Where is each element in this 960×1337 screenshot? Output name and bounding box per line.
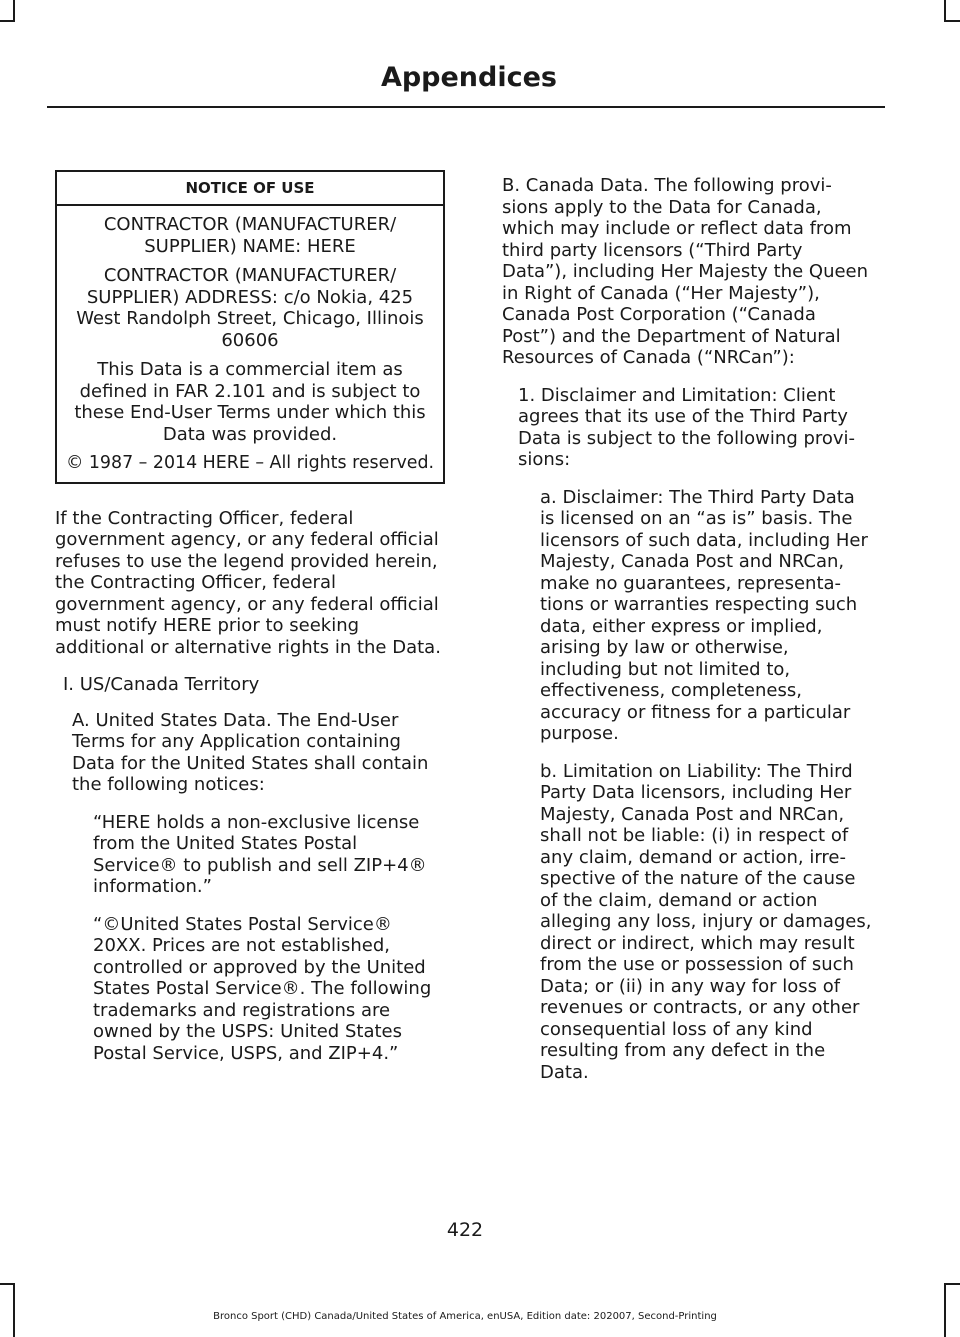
usps-trademark-quote: “©United States Postal Service® 20XX. Prices are not established, controlled or approved by the United States Postal Service®. The following trademarks and registrations are owned by the USPS: United States Postal Service, USPS, and ZIP+4.” [93,913,432,1064]
edition-footer: Bronco Sport (CHD) Canada/United States of America, enUSA, Edition date: 202007, Second-Printing [213,1311,717,1322]
crop-mark-bottom-left-horizontal [0,1283,15,1285]
crop-mark-bottom-right-vertical [944,1283,946,1337]
left-column [55,170,445,1064]
notice-heading: NOTICE OF USE [57,172,443,206]
disclaimer-item: a. Disclaimer: The Third Party Data is licensed on an “as is” basis. The licensors of such data, including Her Majesty, Canada Post and NRCan, make no guarantees, representa- tions or warranties respecting such data, either express or implied, arising by law or otherwise, including but not limited to, effectiveness, completeness, accuracy or fitness for a particular purpose. [540,486,868,744]
section-us-canada-territory: I. US/Canada Territory [63,674,260,695]
notice-contractor-address: CONTRACTOR (MANUFACTURER/ SUPPLIER) ADDRESS: c/o Nokia, 425 West Randolph Street, Chicago, Illinois 60606 [76,265,424,351]
disclaimer-and-limitation: 1. Disclaimer and Limitation: Client agrees that its use of the Third Party Data is subject to the following provi- sions: [518,384,856,470]
header-divider [47,106,885,108]
right-column [502,170,872,1083]
section-united-states-data: A. United States Data. The End-User Terms for any Application containing Data for the United States shall contain the following notices: [72,709,429,795]
notice-copyright: © 1987 – 2014 HERE – All rights reserved. [65,453,435,473]
notice-commercial-item: This Data is a commercial item as defined in FAR 2.101 and is subject to these End-User Terms under which this Data was provided. [74,359,426,445]
page-number: 422 [446,1219,484,1241]
usps-license-quote: “HERE holds a non-exclusive license from the United States Postal Service® to publish and sell ZIP+4® information.” [93,811,427,897]
crop-mark-bottom-right-horizontal [944,1283,960,1285]
section-canada-data: B. Canada Data. The following provi- sions apply to the Data for Canada, which may include or reflect data from third party licensors (“Third Party Data”), including Her Majesty the Queen in Right of Canada (“Her Majesty”), Canada Post Corporation (“Canada Post”) and the Department of Natural Resources of Canada (“NRCan”): [502,175,869,368]
limitation-on-liability-item: b. Limitation on Liability: The Third Party Data licensors, including Her Majesty, Canada Post and NRCan, shall not be liable: (i) in respect of any claim, demand or action, irre- spective of the nature of the cause of the claim, demand or action alleging any loss, injury or damages, direct or indirect, which may result from the use or possession of such Data; or (ii) in any way for loss of revenues or contracts, or any other consequential loss of any kind resulting from any defect in the Data. [540,760,872,1083]
notice-of-use-box [55,170,445,484]
crop-mark-top-left-horizontal [0,20,15,22]
crop-mark-top-left-vertical [13,0,15,22]
crop-mark-top-right-horizontal [944,20,960,22]
page-title: Appendices [380,62,557,93]
notice-body [57,206,443,482]
contracting-officer-paragraph: If the Contracting Officer, federal government agency, or any federal official refuses to use the legend provided herein, the Contracting Officer, federal government agency, or any federal official must notify HERE prior to seeking additional or alternative rights in the Data. [55,507,441,658]
crop-mark-top-right-vertical [944,0,946,22]
notice-contractor-name: CONTRACTOR (MANUFACTURER/ SUPPLIER) NAME: HERE [103,214,397,257]
